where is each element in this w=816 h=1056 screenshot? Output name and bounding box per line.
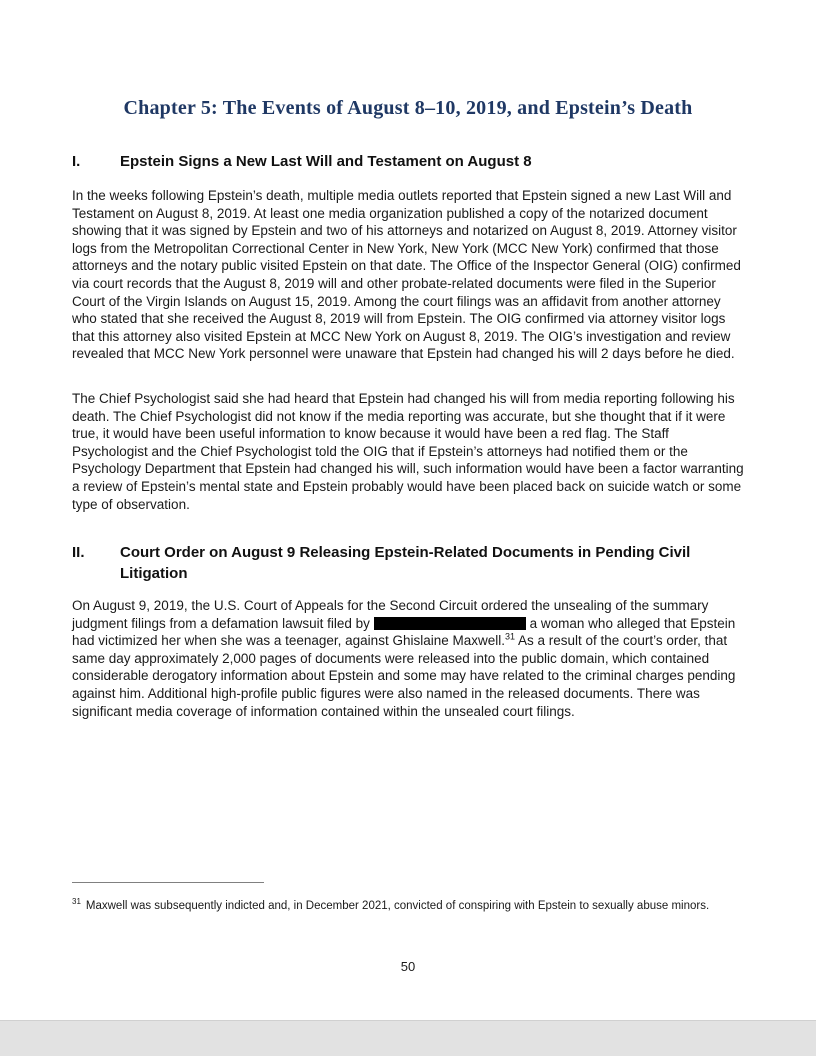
viewer-background-strip [0, 1020, 816, 1056]
paragraph-text-segment: On August 9, 2019, the U.S. Court of Appeals for the Second Circuit ordered the unsealing of the summary judgment filings from a defamation lawsuit filed by [72, 598, 709, 631]
footnote-text: Maxwell was subsequently indicted and, in December 2021, convicted of conspiring with Epstein to sexually abuse minors. [85, 900, 710, 913]
section-2-heading [72, 542, 744, 584]
footnote-separator-rule [72, 882, 264, 883]
section-2-heading-text: Court Order on August 9 Releasing Epstein-Related Documents in Pending Civil Litigation [120, 544, 691, 583]
section-1-number: I. [72, 153, 81, 170]
section-2-number: II. [72, 544, 85, 562]
section-1-heading-text: Epstein Signs a New Last Will and Testament on August 8 [120, 153, 532, 170]
section-2-paragraph-1 [72, 597, 744, 720]
footnote-reference: 31 [504, 631, 515, 642]
redaction-bar [374, 617, 526, 630]
footnote-marker: 31 [72, 897, 81, 907]
chapter-title: Chapter 5: The Events of August 8–10, 2019, and Epstein’s Death [123, 97, 693, 119]
paragraph-text-segment: a woman who alleged that Epstein had victimized her when she was a teenager, against Ghislaine Maxwell. [72, 615, 736, 649]
section-1-heading [72, 151, 744, 172]
section-1-paragraph-1: In the weeks following Epstein’s death, multiple media outlets reported that Epstein signed a new Last Will and Testament on August 8, 2019. At least one media organization published a copy of the notarized document showing that it was signed by Epstein and two of his attorneys and notarized on August 8, 2019. Attorney visitor logs from the Metropolitan Correctional Center in New York, New York (MCC New York) confirmed that those attorneys and the notary public visited Epstein on that date. The Office of the Inspector General (OIG) confirmed via court records that the August 8, 2019 will and other probate-related documents were filed in the Superior Court of the Virgin Islands on August 15, 2019. Among the court filings was an affidavit from another attorney who stated that she received the August 8, 2019 will from Epstein. The OIG confirmed via attorney visitor logs that this attorney also visited Epstein at MCC New York on August 8, 2019. The OIG’s investigation and review revealed that MCC New York personnel were unaware that Epstein had changed his will 2 days before he died. [72, 188, 741, 362]
footnote [72, 899, 744, 915]
paragraph-text-segment: As a result of the court’s order, that same day approximately 2,000 pages of documents were released into the public domain, which contained considerable derogatory information about Epstein and some may have related to the criminal charges pending against him. Additional high-profile public figures were also named in the released documents. There was significant media coverage of information contained within the unsealed court filings. [72, 633, 736, 719]
section-1-paragraph-2: The Chief Psychologist said she had heard that Epstein had changed his will from media reporting following his death. The Chief Psychologist did not know if the media reporting was accurate, but she thought that if it were true, it would have been useful information to know because it would have been a red flag. The Staff Psychologist and the Chief Psychologist told the OIG that if Epstein’s attorneys had notified them or the Psychology Department that Epstein had changed his will, such information would have been a factor warranting a review of Epstein’s mental state and Epstein probably would have been placed back on suicide watch or some type of observation. [72, 390, 744, 512]
page-number: 50 [400, 958, 416, 974]
